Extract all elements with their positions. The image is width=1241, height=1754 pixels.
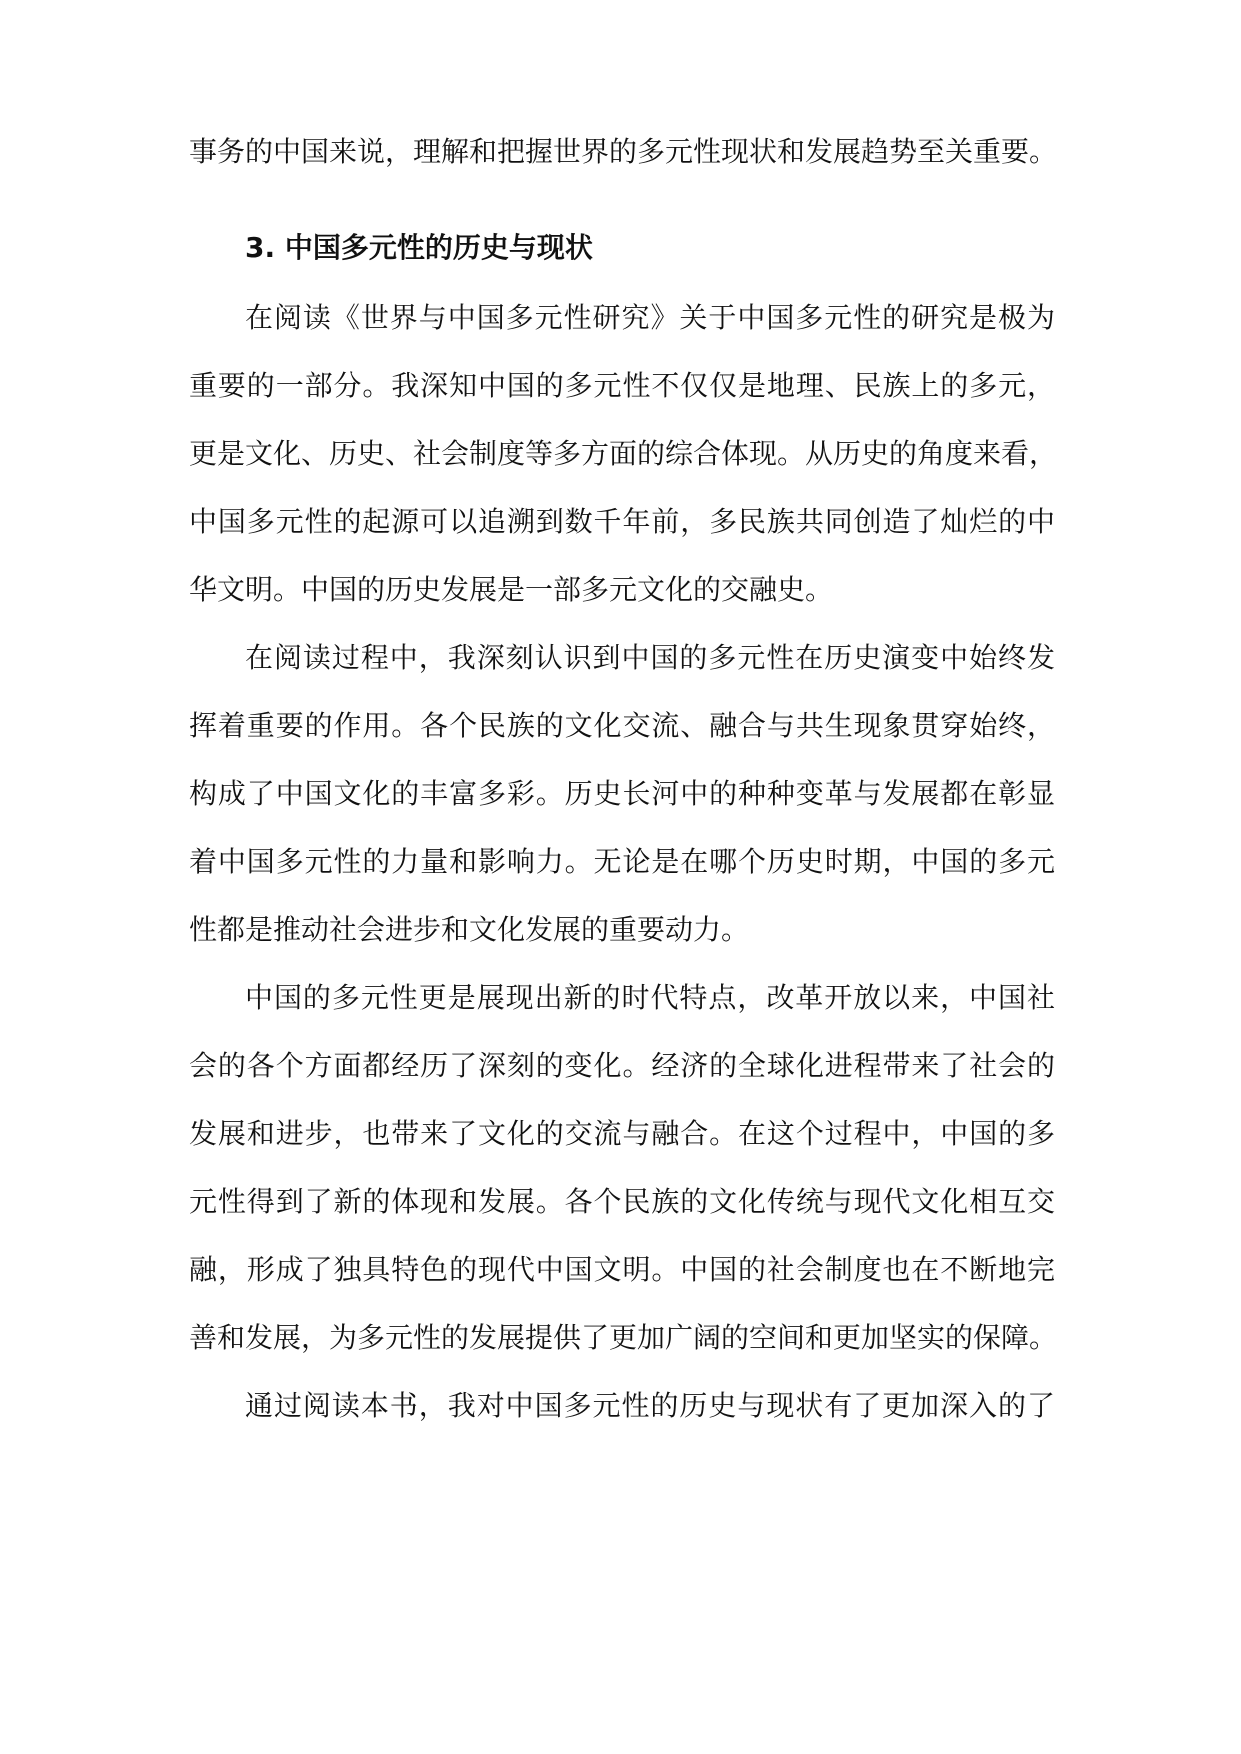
paragraph-line: 中国多元性的起源可以追溯到数千年前，多民族共同创造了灿烂的中 bbox=[189, 505, 1055, 538]
paragraph-line: 事务的中国来说，理解和把握世界的多元性现状和发展趋势至关重要。 bbox=[189, 135, 1058, 168]
paragraph-line: 性都是推动社会进步和文化发展的重要动力。 bbox=[189, 913, 750, 946]
paragraph-line: 构成了中国文化的丰富多彩。历史长河中的种种变革与发展都在彰显 bbox=[189, 777, 1055, 810]
paragraph-line: 着中国多元性的力量和影响力。无论是在哪个历史时期，中国的多元 bbox=[189, 845, 1055, 878]
paragraph-line: 华文明。中国的历史发展是一部多元文化的交融史。 bbox=[189, 573, 834, 606]
paragraph-line: 元性得到了新的体现和发展。各个民族的文化传统与现代文化相互交 bbox=[189, 1185, 1055, 1218]
paragraph-line: 在阅读过程中，我深刻认识到中国的多元性在历史演变中始终发 bbox=[245, 641, 1055, 674]
paragraph-line: 会的各个方面都经历了深刻的变化。经济的全球化进程带来了社会的 bbox=[189, 1049, 1055, 1082]
paragraph-line: 通过阅读本书，我对中国多元性的历史与现状有了更加深入的了 bbox=[245, 1389, 1055, 1422]
paragraph-line: 挥着重要的作用。各个民族的文化交流、融合与共生现象贯穿始终， bbox=[189, 709, 1055, 742]
paragraph-line: 善和发展，为多元性的发展提供了更加广阔的空间和更加坚实的保障。 bbox=[189, 1321, 1058, 1354]
paragraph-line: 在阅读《世界与中国多元性研究》关于中国多元性的研究是极为 bbox=[245, 301, 1055, 334]
paragraph-line: 融，形成了独具特色的现代中国文明。中国的社会制度也在不断地完 bbox=[189, 1253, 1055, 1286]
paragraph-line: 中国的多元性更是展现出新的时代特点，改革开放以来，中国社 bbox=[245, 981, 1055, 1014]
section-heading: 3. 中国多元性的历史与现状 bbox=[245, 231, 593, 264]
paragraph-line: 重要的一部分。我深知中国的多元性不仅仅是地理、民族上的多元， bbox=[189, 369, 1055, 402]
paragraph-line: 发展和进步，也带来了文化的交流与融合。在这个过程中，中国的多 bbox=[189, 1117, 1055, 1150]
paragraph-line: 更是文化、历史、社会制度等多方面的综合体现。从历史的角度来看， bbox=[189, 437, 1058, 470]
